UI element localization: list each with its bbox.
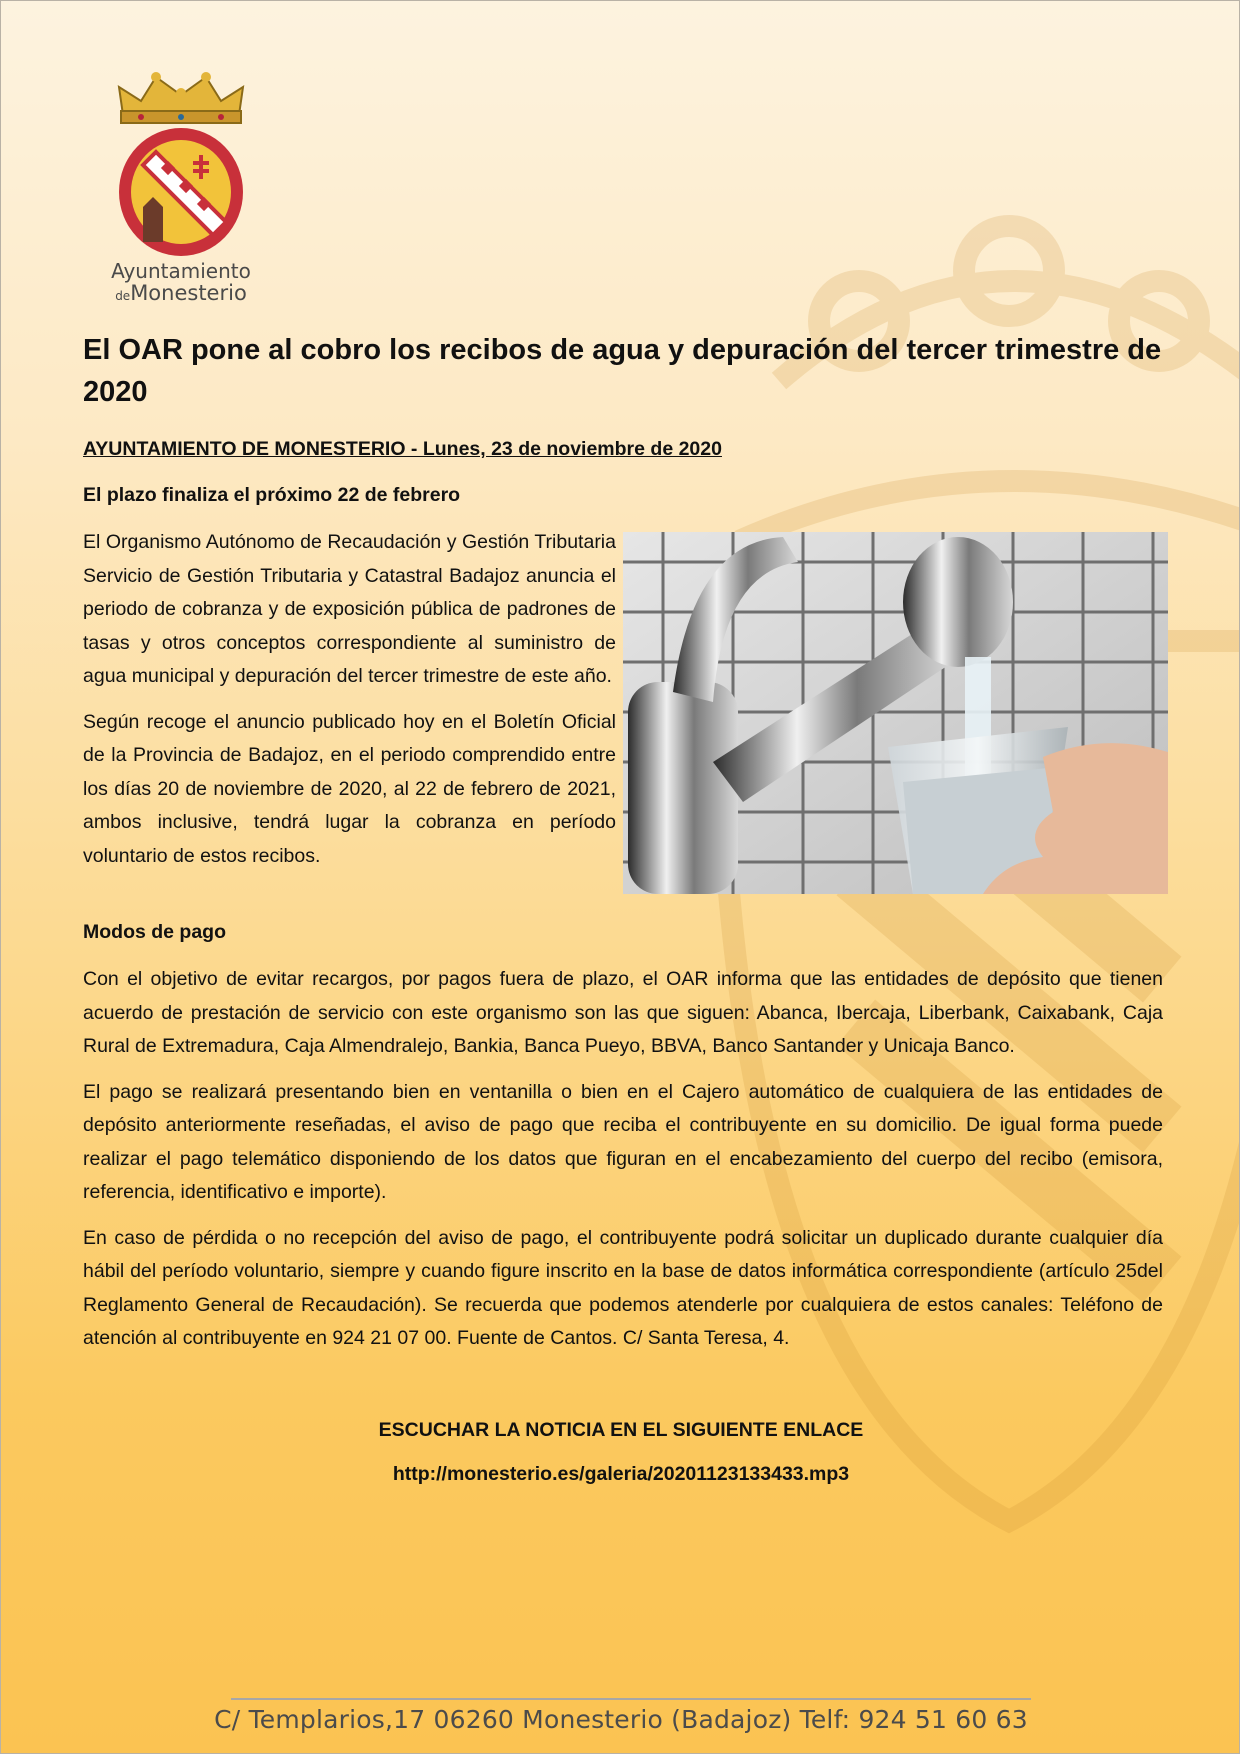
listen-link[interactable]: http://monesterio.es/galeria/20201123133433.mp3 xyxy=(392,1463,850,1485)
footer-divider xyxy=(231,1698,1031,1700)
intro-paragraph: El Organismo Autónomo de Recaudación y Gestión Tributaria Servicio de Gestión Tributaria y Catastral Badajoz anuncia el periodo de cobranza y de exposición pública de padrones de tasas y otros conceptos correspondiente al suministro de agua municipal y depuración del tercer trimestre de este año. xyxy=(83,531,616,687)
listen-label: ESCUCHAR LA NOTICIA EN EL SIGUIENTE ENLACE xyxy=(378,1419,864,1441)
logo-line2-prefix: de xyxy=(115,289,131,303)
intro-column xyxy=(83,526,616,885)
intro-paragraph: Según recoge el anuncio publicado hoy en el Boletín Oficial de la Provincia de Badajoz, en el periodo comprendido entre los días 20 de noviembre de 2020, al 22 de febrero de 2021, ambos inclusive, tendrá lugar la cobranza en período voluntario de estos recibos. xyxy=(83,710,616,867)
body-text xyxy=(83,963,1163,1368)
article-subtitle: El plazo finaliza el próximo 22 de febrero xyxy=(83,484,461,506)
payment-methods-heading: Modos de pago xyxy=(83,921,226,943)
town-coat-of-arms-logo xyxy=(101,67,261,257)
article-byline: AYUNTAMIENTO DE MONESTERIO - Lunes, 23 de noviembre de 2020 xyxy=(83,438,722,460)
water-faucet-photo xyxy=(623,532,1168,894)
logo-line1: Ayuntamiento xyxy=(111,259,251,283)
body-paragraph: En caso de pérdida o no recepción del aviso de pago, el contribuyente podrá solicitar un duplicado durante cualquier día hábil del período voluntario, siempre y cuando figure inscrito en la base de datos informática correspondiente (artículo 25del Reglamento General de Recaudación). Se recuerda que podemos atenderle por cualquiera de estos canales: Teléfono de atención al contribuyente en 924 21 07 00. Fuente de Cantos. C/ Santa Teresa, 4. xyxy=(83,1226,1163,1349)
body-paragraph: El pago se realizará presentando bien en ventanilla o bien en el Cajero automático de cualquiera de las entidades de depósito anteriormente reseñadas, el aviso de pago que reciba el contribuyente en su domicilio. De igual forma puede realizar el pago telemático disponiendo de los datos que figuran en el encabezamiento del cuerpo del recibo (emisora, referencia, identificativo e importe). xyxy=(83,1080,1163,1203)
body-paragraph: Con el objetivo de evitar recargos, por pagos fuera de plazo, el OAR informa que las entidades de depósito que tienen acuerdo de prestación de servicio con este organismo son las que siguen: Abanca, Ibercaja, Liberbank, Caixabank, Caja Rural de Extremadura, Caja Almendralejo, Bankia, Banca Pueyo, BBVA, Banco Santander y Unicaja Banco. xyxy=(83,968,1163,1057)
article-title: El OAR pone al cobro los recibos de agua y depuración del tercer trimestre de 2020 xyxy=(83,334,1162,408)
footer-address: C/ Templarios,17 06260 Monesterio (Badajoz) Telf: 924 51 60 63 xyxy=(214,1705,1028,1734)
logo-line2: Monesterio xyxy=(130,281,247,305)
town-logo-text xyxy=(101,261,261,304)
